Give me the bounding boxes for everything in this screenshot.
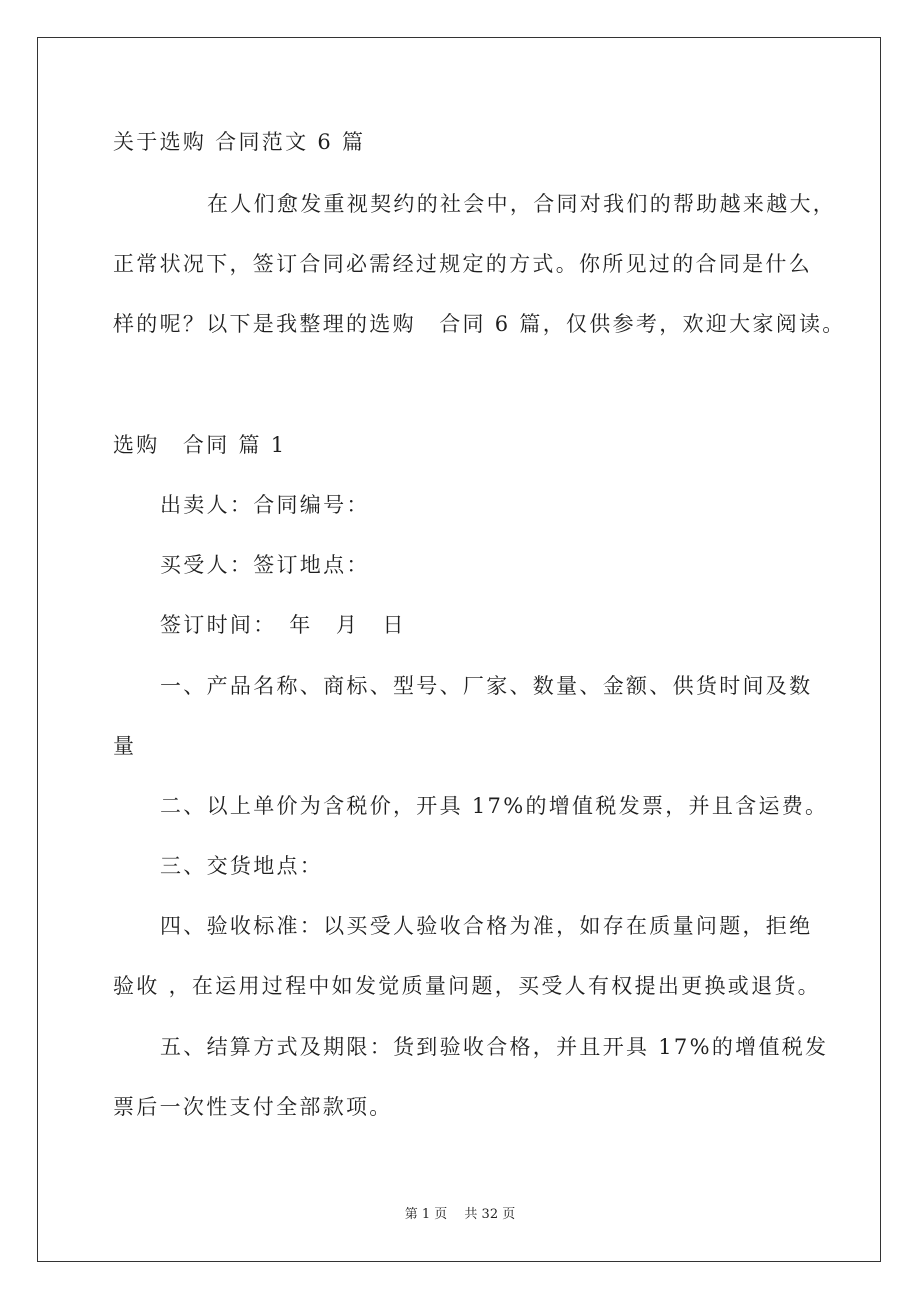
clause-5-line-1: 五、结算方式及期限：货到验收合格，并且开具 17%的增值税发 [160, 1035, 829, 1059]
field-buyer: 买受人：签订地点： [160, 553, 370, 577]
page-indicator: 第 1 页 共 32 页 [404, 1207, 516, 1222]
clause-1-line-1: 一、产品名称、商标、型号、厂家、数量、金额、供货时间及数 [160, 674, 813, 698]
intro-line-1: 在人们愈发重视契约的社会中，合同对我们的帮助越来越大， [207, 192, 837, 216]
field-seller: 出卖人：合同编号： [160, 493, 370, 517]
document-title: 关于选购 合同范文 6 篇 [113, 130, 366, 154]
clause-5-line-2: 票后一次性支付全部款项。 [113, 1095, 393, 1119]
page-frame [37, 37, 881, 1262]
clause-1-line-2: 量 [113, 734, 137, 758]
clause-3: 三、交货地点： [160, 854, 324, 878]
intro-line-2: 正常状况下，签订合同必需经过规定的方式。你所见过的合同是什么 [113, 252, 812, 276]
intro-line-3: 样的呢？以下是我整理的选购 合同 6 篇，仅供参考，欢迎大家阅读。 [113, 312, 846, 336]
clause-2: 二、以上单价为含税价，开具 17%的增值税发票，并且含运费。 [160, 794, 829, 818]
clause-4-line-2: 验收 ，在运用过程中如发觉质量问题，买受人有权提出更换或退货。 [113, 974, 821, 998]
field-sign-time: 签订时间： 年 月 日 [160, 613, 406, 637]
clause-4-line-1: 四、验收标准：以买受人验收合格为准，如存在质量问题，拒绝 [160, 914, 813, 938]
section-heading: 选购 合同 篇 1 [113, 433, 287, 457]
